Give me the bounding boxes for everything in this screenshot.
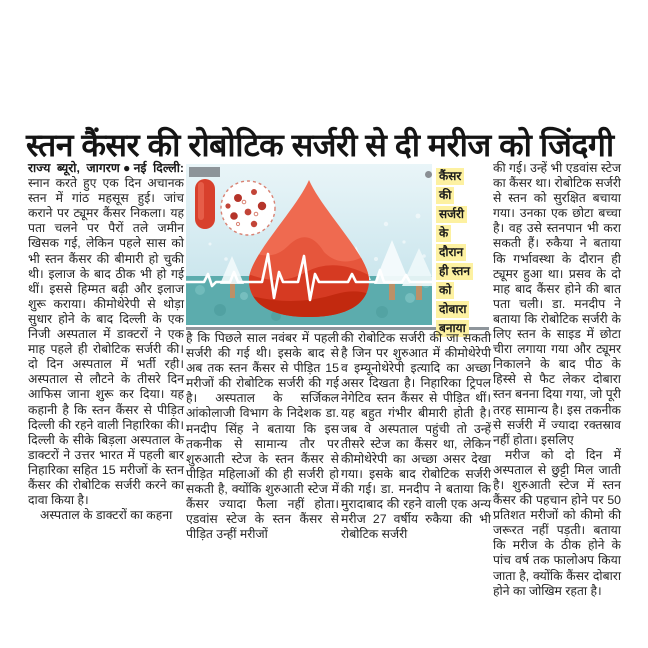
- article-paragraph: की रोबोटिक सर्जरी की जा सकती है जिन पर शुरुआत में कीमोथेरेपी व इम्यूनोथेरेपी इत्यादि का अच्छा असर दिखता है। निहारिका ट्रिपल नेगेटिव स्तन कैंसर से पीड़ित थीं। यह बहुत गंभीर बीमारी होती है। जब वे अस्पताल पहुंची तो उन्हें तीसरे स्टेज का कैंसर था, लेकिन कीमोथेरेपी का अच्छा असर देखा गया। इसके बाद रोबोटिक सर्जरी की गई। डा. मनदीप ने बताया कि मुरादाबाद की रहने वाली एक अन्य मरीज 27 वर्षीय रुकैया की भी रोबोटिक सर्जरी: [341, 331, 491, 542]
- article-paragraph: मरीज को दो दिन में अस्पताल से छुट्टी मिल जाती है। शुरुआती स्टेज में स्तन कैंसर की पहचान होने पर 50 प्रतिशत मरीजों को कीमो की जरूरत नहीं पड़ती। बताया कि मरीज के ठीक होने के पांच वर्ष तक फालोअप किया जाता है, क्योंकि कैंसर दोबारा होने का जोखिम रहता है।: [493, 447, 621, 598]
- article-column-1: [28, 161, 184, 523]
- caption-bullet-icon: [425, 171, 432, 178]
- byline: [28, 161, 184, 508]
- caption-line: को: [436, 282, 454, 299]
- caption-line: दौरान: [436, 244, 466, 261]
- article-column-3: [341, 331, 491, 542]
- article-paragraph: की गई। उन्हें भी एडवांस स्टेज का कैंसर था। रोबोटिक सर्जरी से स्तन को सुरक्षित बचाया गया। उनका एक छोटा बच्चा है। वह उसे स्तनपान भी करा सकती हैं। रुकैया ने बताया कि गर्भावस्था के दौरान ही ट्यूमर हुआ था। प्रसव के दो माह बाद कैंसर होने की बात पता चली। डा. मनदीप ने बताया कि रोबोटिक सर्जरी के लिए स्तन के साइड में छोटा चीरा लगाया गया और ट्यूमर निकालने के बाद पीठ के हिस्से से फैट लेकर दोबारा स्तन बनना दिया गया, जो पूरी तरह सामान्य है। इस तकनीक से सर्जरी में ज्यादा रक्तस्राव नहीं होता। इसलिए: [493, 161, 621, 447]
- byline-city: नई दिल्ली:: [133, 161, 184, 175]
- article-paragraph: है कि पिछले साल नवंबर में पहली सर्जरी की गई थी। इसके बाद से अब तक स्तन कैंसर से पीड़ित 15 मरीजों की रोबोटिक सर्जरी की गई है। अस्पताल के सर्जिकल आंकोलाजी विभाग के निदेशक डा. मनदीप सिंह ने बताया कि इस तकनीक से सामान्य तौर पर शुरुआती स्टेज के स्तन कैंसर से पीड़ित महिलाओं की ही सर्जरी हो सकती है, क्योंकि शुरुआती स्टेज में कैंसर ज्यादा फैला नहीं होता। एडवांस स्टेज के स्तन कैंसर से पीड़ित उन्हीं मरीजों: [186, 331, 339, 542]
- article-column-2: [186, 331, 339, 542]
- article-headline: स्तन कैंसर की रोबोटिक सर्जरी से दी मरीज को जिंदगी: [26, 127, 614, 164]
- illustration-canvas: [186, 164, 432, 325]
- caption-line: ही स्तन: [436, 263, 473, 280]
- article-paragraph: अस्पताल के डाक्टरों का कहना: [40, 508, 173, 523]
- byline-bullet-icon: ●: [119, 161, 134, 175]
- caption-line: के: [436, 225, 451, 242]
- article-column-4: [493, 161, 621, 598]
- article-paragraph: स्नान करते हुए एक दिन अचानक स्तन में गांठ महसूस हुई। जांच कराने पर ट्यूमर कैंसर निकला। यह पता चलने पर पैरों तले जमीन खिसक गई, लेकिन पहले सास को भी स्तन कैंसर की बीमारी हो चुकी थी। इलाज के बाद ठीक भी हो गई थीं। इससे हिम्मत बढ़ी और इलाज शुरू कराया। कीमोथेरेपी से थोड़ा सुधार होने के बाद दिल्ली के एक निजी अस्पताल में डाक्टरों ने एक माह पहले ही रोबोटिक सर्जरी की। दो दिन अस्पताल में भर्ती रही। अस्पताल से लौटने के तीसरे दिन आफिस जाना शुरू कर दिया। यह कहानी है कि स्तन कैंसर से पीड़ित दिल्ली की रहने वाली निहारिका की। दिल्ली के सीके बिड़ला अस्पताल के डाक्टरों ने उत्तर भारत में पहली बार निहारिका सहित 15 मरीजों के स्तन कैंसर की रोबोटिक सर्जरी करने का दावा किया है।: [28, 176, 184, 508]
- caption-line: दोबारा: [436, 301, 469, 318]
- caption-line: की: [436, 187, 454, 204]
- blood-drop-ecg-illustration: [186, 164, 432, 325]
- caption-line: बनाया: [436, 320, 469, 337]
- cancer-cell-icon: [221, 181, 275, 235]
- photo-caption: [436, 168, 490, 339]
- byline-bureau: राज्य ब्यूरो, जागरण: [28, 161, 120, 175]
- caption-line: कैंसर: [436, 168, 464, 185]
- caption-line: सर्जरी: [436, 206, 467, 223]
